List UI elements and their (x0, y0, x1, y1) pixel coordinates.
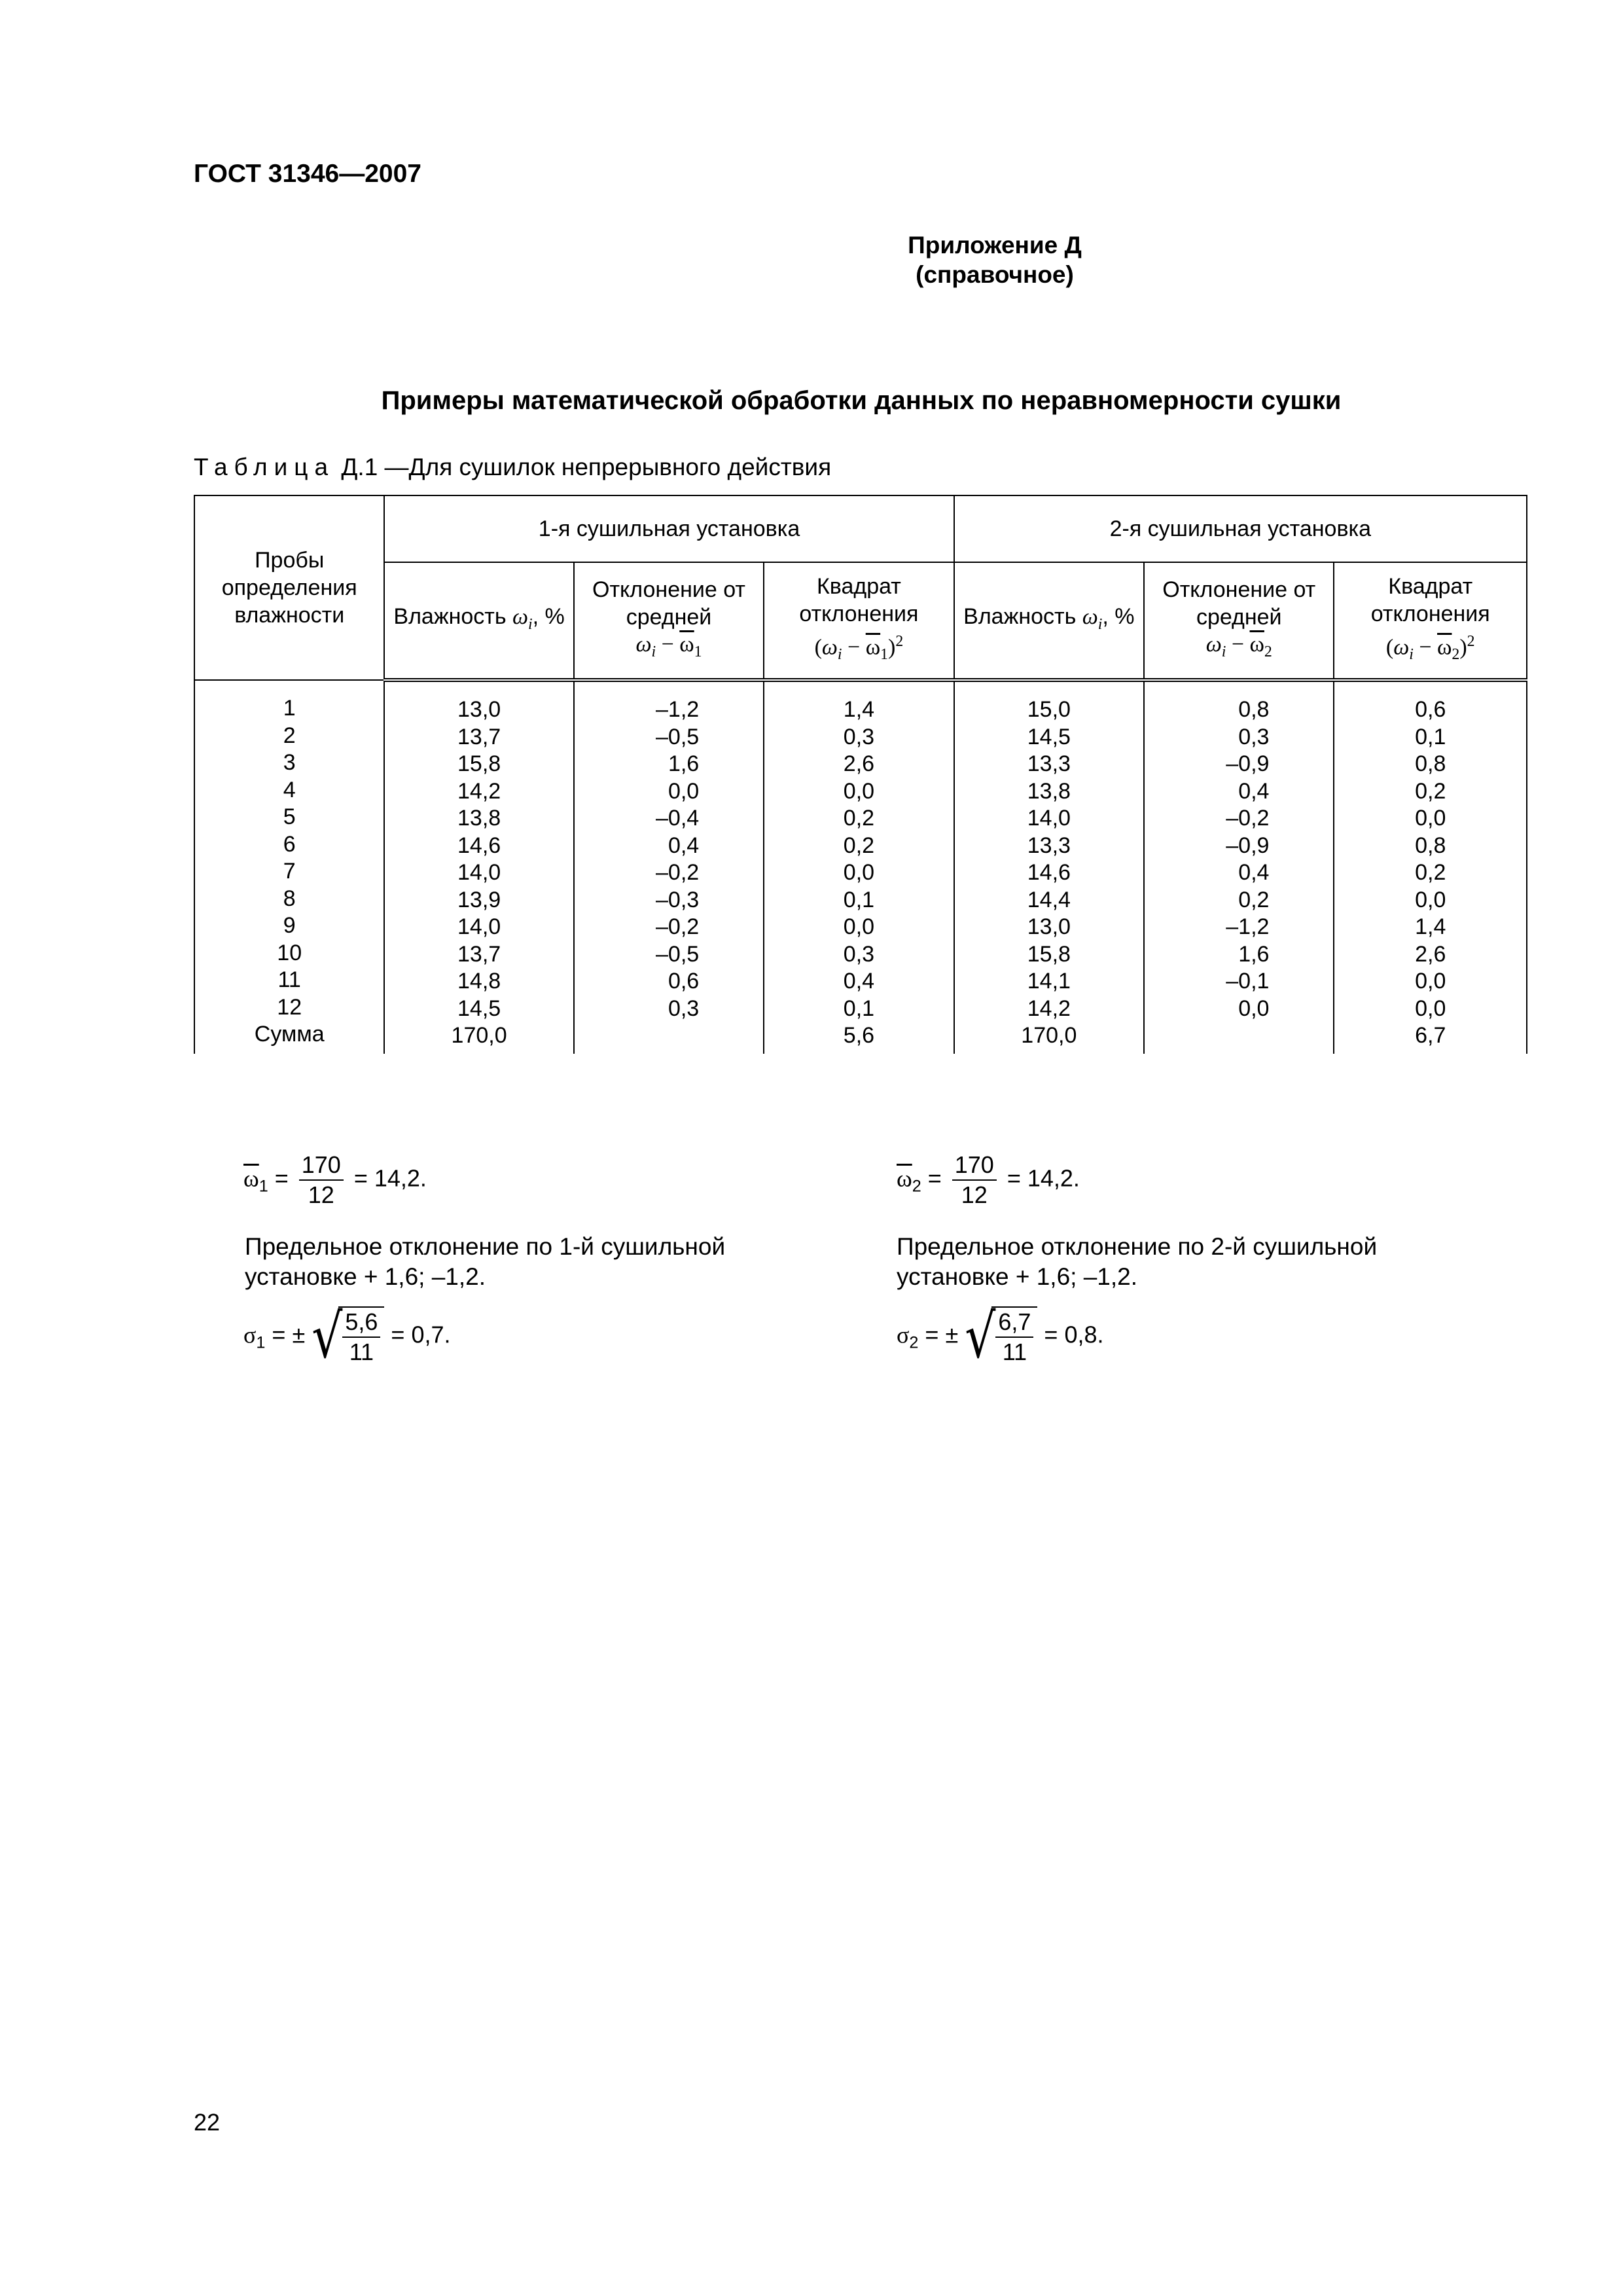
column-square-1 (764, 680, 954, 1054)
table-cell: 14,2 (1027, 996, 1071, 1021)
superscript-2: 2 (895, 632, 904, 650)
sigma-symbol: σ (897, 1321, 910, 1348)
table-cell: 0,3 (843, 941, 875, 967)
table-caption (194, 454, 831, 481)
equals-sign: = (268, 1164, 295, 1192)
table-cell: 14,2 (457, 778, 501, 804)
table-cell: 0,1 (843, 887, 875, 912)
radical-icon: √ (965, 1301, 996, 1372)
table-cell: 0,8 (1415, 833, 1446, 858)
appendix-title: Приложение Д (908, 232, 1082, 259)
table-cell: 0,2 (1415, 860, 1446, 885)
header-humidity-1 (384, 562, 573, 680)
table-cell: –0,5 (656, 724, 700, 749)
table-cell: –0,1 (1226, 969, 1270, 994)
plus-minus-sign: = ± (265, 1321, 312, 1348)
paragraph-line: установке + 1,6; –1,2. (897, 1263, 1137, 1290)
omega-symbol: ω (1205, 632, 1222, 656)
table-cell (1150, 1022, 1269, 1050)
header-deviation-1 (574, 562, 764, 680)
omega-symbol: ω (1393, 635, 1410, 660)
table-cell: 6 (283, 831, 296, 857)
square-line: Квадрат (816, 573, 901, 599)
table-cell: 0,0 (843, 860, 875, 885)
subscript-2: 2 (1264, 643, 1272, 660)
table-cell: 2,6 (843, 751, 875, 776)
square-line: отклонения (799, 601, 919, 626)
table-cell: 13,8 (457, 806, 501, 831)
deviation-formula-2 (1150, 631, 1328, 666)
humidity-label: Влажность (963, 604, 1077, 630)
omega-mean-symbol: $\overline{\omega}$ (1249, 632, 1264, 656)
table-cell: 2,6 (1415, 941, 1446, 967)
table-cell: 13,7 (457, 724, 501, 749)
square-line: Квадрат (1388, 573, 1473, 599)
table-cell: 170,0 (1021, 1023, 1077, 1048)
deviation-line: средней (626, 604, 712, 630)
column-humidity-2 (954, 680, 1144, 1054)
table-cell: 0,2 (843, 806, 875, 831)
square-root (312, 1301, 384, 1372)
header-probes-line: Пробы (255, 548, 325, 573)
table-cell: –0,2 (656, 914, 700, 939)
denominator: 12 (961, 1181, 988, 1208)
table-cell: 0,0 (1415, 996, 1446, 1021)
humidity-unit: , % (532, 604, 565, 630)
table-cell: 170,0 (451, 1023, 507, 1048)
table-cell: –0,9 (1226, 833, 1270, 858)
table-cell: 0,8 (1415, 751, 1446, 776)
table-cell: –0,2 (656, 860, 700, 885)
omega-mean-symbol: $\overline{\omega}$ (865, 635, 881, 660)
table-cell: 13,7 (457, 941, 501, 967)
table-cell: 9 (283, 913, 296, 938)
formula-sigma-2 (897, 1301, 1104, 1372)
table-cell: 2 (283, 723, 296, 748)
numerator: 170 (952, 1151, 997, 1181)
column-probe (194, 680, 384, 1054)
table-cell: 14,5 (1027, 724, 1071, 749)
paragraph-line: Предельное отклонение по 1-й сушильной (245, 1233, 726, 1260)
omega-mean-symbol: $\overline{\omega}$ (1437, 635, 1452, 660)
paragraph-line: Предельное отклонение по 2-й сушильной (897, 1233, 1378, 1260)
limit-deviation-text-1 (245, 1232, 781, 1292)
denominator: 11 (1002, 1338, 1027, 1365)
minus-sign: − (1413, 635, 1438, 660)
table-cell: 0,0 (668, 778, 700, 804)
deviation-line: Отклонение от (1162, 577, 1316, 602)
formula-mean-1 (243, 1151, 427, 1210)
header-square-1 (764, 562, 954, 680)
header-square-2 (1334, 562, 1527, 680)
omega-mean-symbol: $\overline{\omega}$ (897, 1165, 912, 1192)
table-cell: 5 (283, 804, 296, 829)
table-cell: 13,9 (457, 887, 501, 912)
table-cell: 0,3 (843, 724, 875, 749)
table-cell: –0,2 (1226, 806, 1270, 831)
table-cell: –0,5 (656, 941, 700, 967)
deviation-line: Отклонение от (592, 577, 745, 602)
table-cell: 0,0 (1415, 887, 1446, 912)
column-humidity-1 (384, 680, 573, 1054)
table-cell: 0,2 (843, 833, 875, 858)
omega-symbol: ω (821, 635, 838, 660)
minus-sign: − (842, 635, 866, 660)
fraction (995, 1308, 1033, 1367)
subscript: 2 (909, 1333, 919, 1352)
table-cell: 11 (277, 967, 301, 992)
deviation-formula-1 (580, 631, 758, 666)
table-cell: 1,4 (843, 697, 875, 722)
column-deviation-2 (1144, 680, 1334, 1054)
minus-sign: − (656, 632, 680, 656)
table-cell: 0,1 (843, 996, 875, 1021)
subscript-i: i (1097, 615, 1103, 633)
subscript: 2 (912, 1177, 921, 1196)
table-cell: Сумма (254, 1022, 325, 1047)
table-cell: 0,8 (1238, 697, 1270, 722)
subscript-2: 2 (1452, 646, 1460, 664)
table-cell: 0,3 (1238, 724, 1270, 749)
formula-result: = 14,2. (347, 1164, 427, 1192)
formula-result: = 14,2. (1000, 1164, 1080, 1192)
table-cell: 0,2 (1238, 887, 1270, 912)
subscript: 1 (259, 1177, 268, 1196)
subscript-1: 1 (694, 643, 702, 660)
square-formula-2: $(\omega_i - \overline{\omega}_2)^2$ (1385, 632, 1475, 664)
denominator: 12 (308, 1181, 334, 1208)
table-cell: –0,9 (1226, 751, 1270, 776)
table-cell: 0,4 (843, 969, 875, 994)
minus-sign: − (1226, 632, 1250, 656)
table-cell (580, 1022, 699, 1050)
fraction (952, 1151, 997, 1210)
numerator: 5,6 (342, 1308, 380, 1338)
formula-result: = 0,7. (384, 1321, 451, 1348)
table-body (194, 680, 1527, 1054)
data-table (194, 495, 1527, 1054)
paragraph-line: установке + 1,6; –1,2. (245, 1263, 486, 1290)
column-square-2 (1334, 680, 1527, 1054)
table-cell: 0,0 (1238, 996, 1270, 1021)
table-cell: 0,0 (1415, 969, 1446, 994)
header-probes-line: определения (221, 575, 357, 600)
formula-result: = 0,8. (1037, 1321, 1104, 1348)
table-caption-prefix: Таблица (194, 454, 335, 480)
table-caption-text: Д.1 —Для сушилок непрерывного действия (341, 454, 832, 480)
table-cell: 4 (283, 777, 296, 802)
main-title: Примеры математической обработки данных по неравномерности сушки (381, 386, 1342, 415)
table-cell: 14,0 (1027, 806, 1071, 831)
table-cell: 0,0 (843, 778, 875, 804)
table-cell: 0,2 (1415, 778, 1446, 804)
table-cell: 14,0 (457, 860, 501, 885)
subscript-i: i (1409, 646, 1414, 664)
column-deviation-1 (574, 680, 764, 1054)
superscript-2: 2 (1467, 632, 1475, 650)
header-probes (194, 495, 384, 680)
table-cell: 0,6 (1415, 697, 1446, 722)
table-cell: 0,4 (1238, 778, 1270, 804)
header-deviation-2 (1144, 562, 1334, 680)
subscript-i: i (528, 615, 533, 633)
table-cell: 1,6 (668, 751, 700, 776)
formula-mean-2 (897, 1151, 1080, 1210)
table-cell: 0,3 (668, 996, 700, 1021)
formula-sigma-1 (243, 1301, 451, 1372)
header-group-2: 2-я сушильная установка (954, 495, 1527, 562)
table-cell: 14,6 (457, 833, 501, 858)
table-cell: 0,4 (1238, 860, 1270, 885)
table-cell: 5,6 (843, 1023, 875, 1048)
appendix-subtitle: (справочное) (916, 261, 1074, 288)
radical-icon: √ (312, 1301, 343, 1372)
table-cell: 13,0 (1027, 914, 1071, 939)
omega-mean-symbol: $\overline{\omega}$ (679, 632, 694, 656)
square-line: отклонения (1370, 601, 1490, 626)
table-cell: 1,4 (1415, 914, 1446, 939)
table-cell: –1,2 (1226, 914, 1270, 939)
table-cell: –1,2 (656, 697, 700, 722)
fraction (299, 1151, 344, 1210)
table-cell: 6,7 (1415, 1023, 1446, 1048)
subscript-i: i (837, 646, 842, 664)
table-cell: 12 (277, 994, 302, 1020)
table-cell: 1 (283, 696, 296, 721)
subscript-i: i (1221, 643, 1226, 660)
table-cell: 15,8 (457, 751, 501, 776)
table-cell: 13,3 (1027, 833, 1071, 858)
omega-symbol: ω (512, 605, 529, 630)
numerator: 170 (299, 1151, 344, 1181)
square-root (965, 1301, 1037, 1372)
table-cell: 3 (283, 750, 296, 775)
table-cell: 14,1 (1027, 969, 1071, 994)
header-humidity-2 (954, 562, 1144, 680)
square-formula-1: $(\omega_i - \overline{\omega}_1)^2$ (814, 632, 904, 664)
table-cell: 14,6 (1027, 860, 1071, 885)
subscript-1: 1 (880, 646, 889, 664)
table-cell: 13,8 (1027, 778, 1071, 804)
document-code: ГОСТ 31346—2007 (194, 160, 421, 188)
fraction (342, 1308, 380, 1367)
table-cell: 7 (283, 859, 296, 884)
humidity-unit: , % (1102, 604, 1135, 630)
table-cell: 14,0 (457, 914, 501, 939)
deviation-line: средней (1196, 604, 1282, 630)
table-cell: 14,5 (457, 996, 501, 1021)
numerator: 6,7 (995, 1308, 1033, 1338)
table-cell: 13,0 (457, 697, 501, 722)
table-cell: 8 (283, 886, 296, 911)
equals-sign: = (921, 1164, 948, 1192)
denominator: 11 (349, 1338, 374, 1365)
page-number: 22 (194, 2109, 221, 2136)
sigma-symbol: σ (243, 1321, 257, 1348)
humidity-label: Влажность (393, 604, 507, 630)
table-cell: 0,4 (668, 833, 700, 858)
omega-symbol: ω (1082, 605, 1098, 630)
table-cell: 13,3 (1027, 751, 1071, 776)
header-probes-line: влажности (234, 603, 345, 628)
table-cell: 0,6 (668, 969, 700, 994)
table-cell: 15,0 (1027, 697, 1071, 722)
table-cell: –0,3 (656, 887, 700, 912)
omega-symbol: ω (635, 632, 652, 656)
subscript: 1 (256, 1333, 266, 1352)
table-cell: 15,8 (1027, 941, 1071, 967)
table-cell: 14,8 (457, 969, 501, 994)
table-cell: 0,0 (1415, 806, 1446, 831)
subscript-i: i (651, 643, 656, 660)
header-group-1: 1-я сушильная установка (384, 495, 954, 562)
plus-minus-sign: = ± (918, 1321, 965, 1348)
table-cell: 1,6 (1238, 941, 1270, 967)
limit-deviation-text-2 (897, 1232, 1433, 1292)
omega-mean-symbol: $\overline{\omega}$ (243, 1165, 259, 1192)
table-cell: 10 (277, 940, 302, 965)
table-cell: 14,4 (1027, 887, 1071, 912)
table-cell: 0,0 (843, 914, 875, 939)
table-cell: 0,1 (1415, 724, 1446, 749)
table-cell: –0,4 (656, 806, 700, 831)
